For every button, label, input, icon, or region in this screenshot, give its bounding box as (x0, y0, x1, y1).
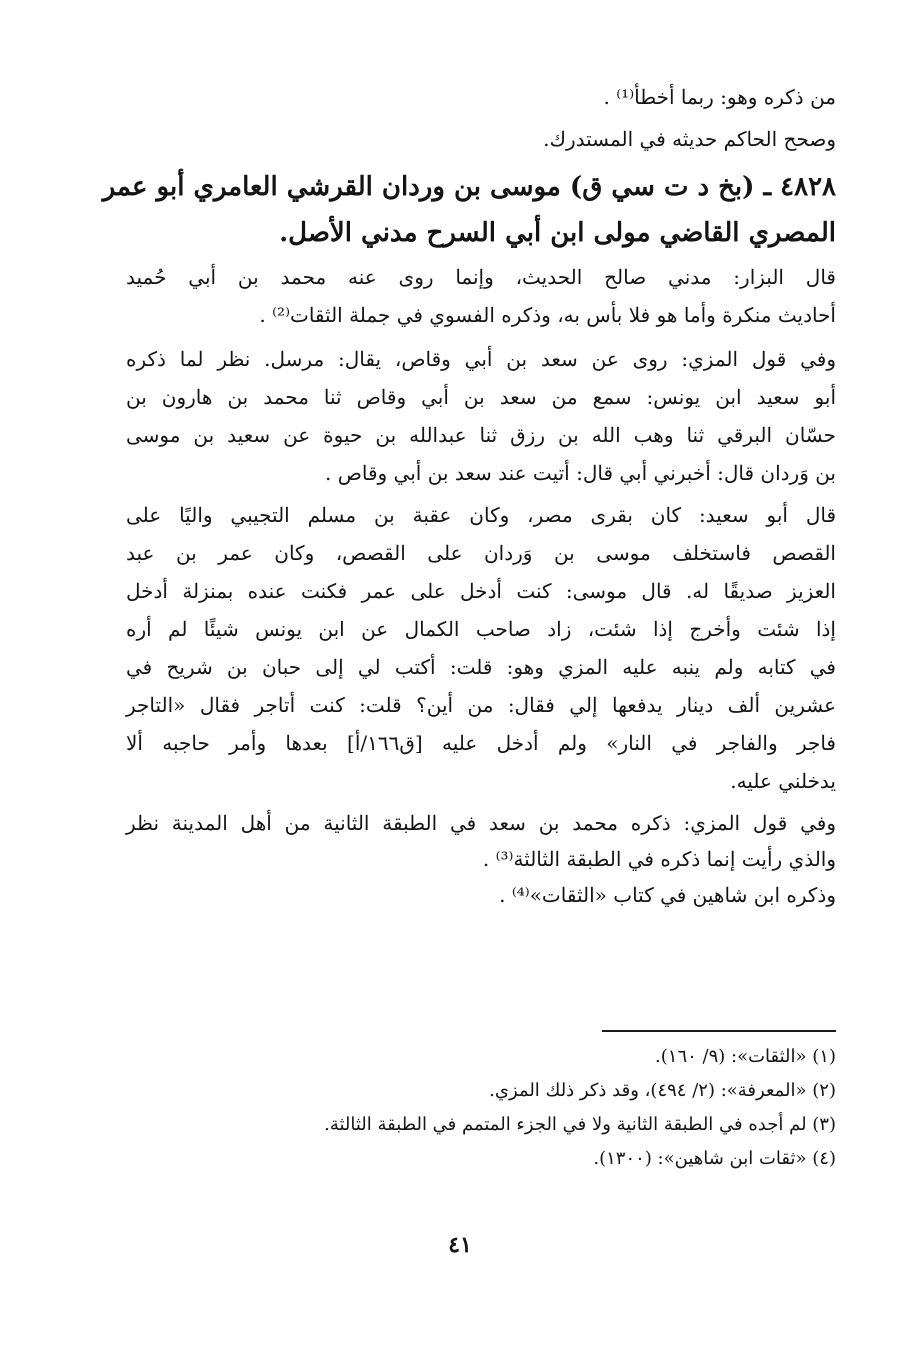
text-line: وذكره ابن شاهين في كتاب «الثقات»⁽⁴⁾ . (499, 883, 836, 907)
paragraph-mizzi-2 (126, 808, 836, 874)
footnote: (١) «الثقات»: (٩/ ١٦٠). (655, 1046, 836, 1067)
text-line: قال أبو سعيد: كان بقرى مصر، وكان عقبة بن مسلم التجيبي واليًا على (126, 503, 836, 527)
text-line: وفي قول المزي: روى عن سعد بن أبي وقاص، يقال: مرسل. نظر لما ذكره (126, 347, 836, 371)
text-line: من ذكره وهو: ربما أخطأ⁽¹⁾ . (603, 85, 836, 109)
paragraph-bazzar (126, 262, 836, 330)
text-line: يدخلني عليه. (730, 769, 836, 793)
footnotes (236, 1040, 836, 1176)
page-number: ٤١ (448, 1232, 472, 1258)
text-line: بن وَردان قال: أخبرني أبي قال: أتيت عند سعد بن أبي وقاص . (324, 461, 836, 485)
paragraph-abu-said (126, 500, 836, 796)
text-line: عشرين ألف دينار يدفعها إلي فقال: من أين؟ قلت: كنت أتاجر فقال «التاجر (126, 693, 836, 717)
text-line: وصحح الحاكم حديثه في المستدرك. (543, 127, 836, 151)
footnote-separator (602, 1030, 836, 1032)
text-line: القصص فاستخلف موسى بن وَردان على القصص، وكان عمر بن عبد (126, 541, 836, 565)
text-line: حسّان البرقي ثنا وهب الله بن رزق ثنا عبدالله بن حيوة عن سعيد بن موسى (126, 423, 836, 447)
paragraph-mizzi-1 (126, 344, 836, 488)
heading-line: المصري القاضي مولى ابن أبي السرح مدني الأصل. (279, 218, 836, 248)
footnote: (٣) لم أجده في الطبقة الثانية ولا في الجزء المتمم في الطبقة الثالثة. (324, 1114, 836, 1135)
text-line: وفي قول المزي: ذكره محمد بن سعد في الطبقة الثانية من أهل المدينة نظر (126, 811, 836, 835)
text-line: أحاديث منكرة وأما هو فلا بأس به، وذكره الفسوي في جملة الثقات⁽²⁾ . (259, 303, 836, 327)
text-line: والذي رأيت إنما ذكره في الطبقة الثالثة⁽³⁾ . (482, 847, 836, 871)
footnote: (٢) «المعرفة»: (٢/ ٤٩٤)، وقد ذكر ذلك المزي. (489, 1080, 836, 1101)
text-line: قال البزار: مدني صالح الحديث، وإنما روى عنه محمد بن أبي حُميد (126, 265, 836, 289)
top-lines (126, 82, 836, 154)
entry-heading (102, 168, 836, 252)
text-line: إذا شئت وأخرج إذا شئت، زاد صاحب الكمال عن ابن يونس شيئًا لم أره (126, 617, 836, 641)
text-line: في كتابه ولم ينبه عليه المزي وهو: قلت: أكتب لي إلى حبان بن شريح في (126, 655, 836, 679)
page-body (102, 82, 836, 910)
text-line: أبو سعيد ابن يونس: سمع من سعد بن أبي وقاص ثنا محمد بن هارون بن (126, 385, 836, 409)
text-line: فاجر والفاجر في النار» ولم أدخل عليه [ق١٦٦/أ] بعدها وأمر حاجبه ألا (126, 731, 836, 755)
paragraph-ibn-shahin (126, 880, 836, 910)
footnote: (٤) «ثقات ابن شاهين»: (١٣٠٠). (593, 1148, 836, 1169)
heading-line: ٤٨٢٨ ـ (بخ د ت سي ق) موسى بن وردان القرشي العامري أبو عمر (102, 172, 836, 202)
text-line: العزيز صديقًا له. قال موسى: كنت أدخل على عمر فكنت عنده بمنزلة أدخل (126, 579, 836, 603)
